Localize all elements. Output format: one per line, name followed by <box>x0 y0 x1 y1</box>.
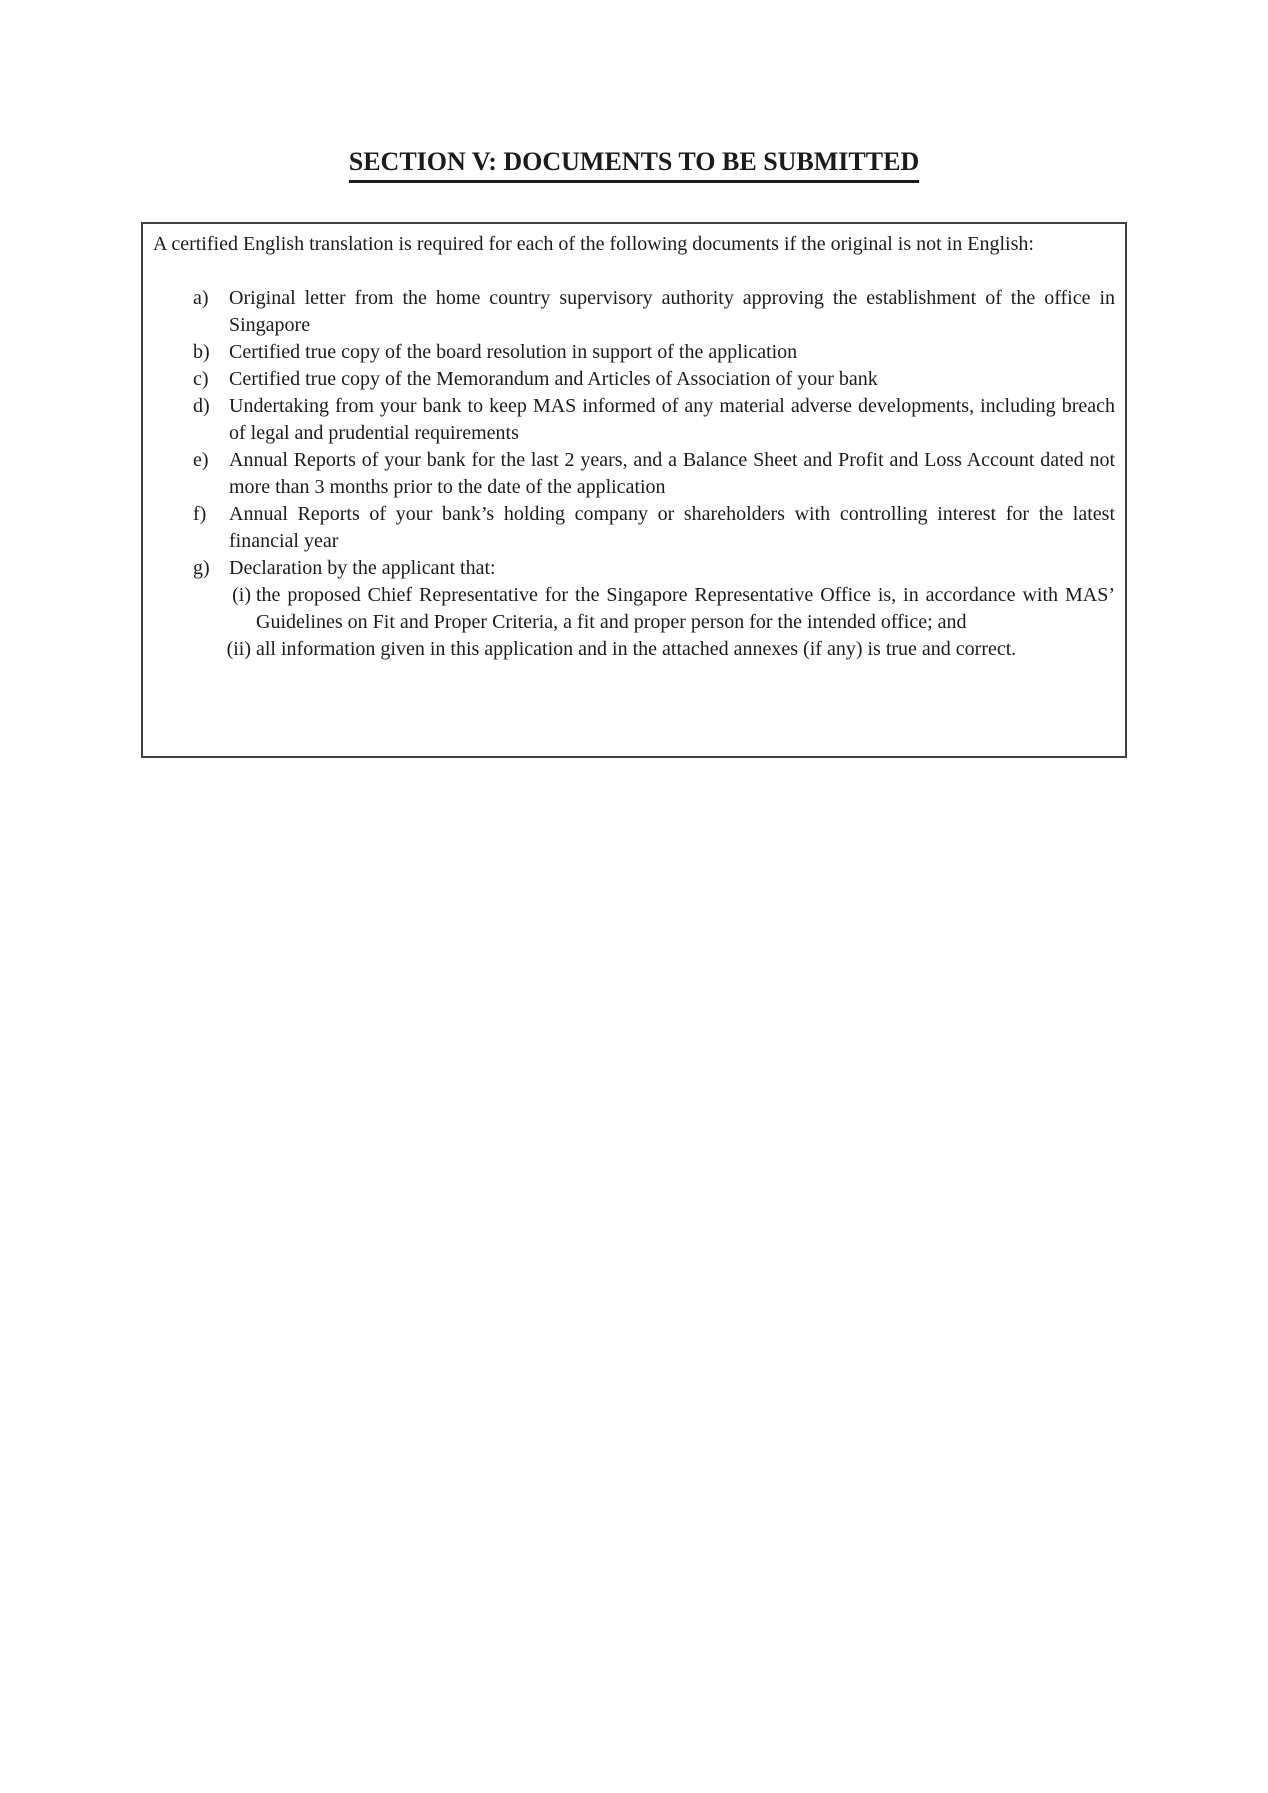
page-title-text: SECTION V: DOCUMENTS TO BE SUBMITTED <box>349 147 919 183</box>
list-item-e <box>153 447 1115 501</box>
intro-paragraph: A certified English translation is required for each of the following documents if the original is not in English: <box>153 232 1034 255</box>
list-item-text: Annual Reports of your bank for the last 2 years, and a Balance Sheet and Profit and Loss Account dated not more than 3 months prior to the date of the application <box>229 448 1115 498</box>
list-item-marker: d) <box>193 394 210 417</box>
sub-list-item-text: the proposed Chief Representative for the Singapore Representative Office is, in accordance with MAS’ Guidelines on Fit and Proper Criteria, a fit and proper person for the intended office; and <box>256 583 1115 633</box>
list-item-marker: a) <box>193 286 209 309</box>
list-item-marker: e) <box>193 448 209 471</box>
list-item-g <box>153 555 1115 582</box>
page-title <box>0 0 1268 183</box>
list-item-text: Undertaking from your bank to keep MAS informed of any material adverse developments, including breach of legal and prudential requirements <box>229 394 1115 444</box>
list-item-marker: b) <box>193 340 210 363</box>
list-item-f <box>153 501 1115 555</box>
sub-list-item-ii <box>153 636 1115 663</box>
sub-list-item-text: all information given in this application and in the attached annexes (if any) is true and correct. <box>256 637 1017 660</box>
list-item-c <box>153 366 1115 393</box>
list-item-text: Certified true copy of the Memorandum and Articles of Association of your bank <box>229 367 878 390</box>
sub-list-item-i <box>153 582 1115 636</box>
documents-list <box>153 285 1115 663</box>
documents-notice-box <box>141 222 1127 758</box>
list-item-text: Certified true copy of the board resolution in support of the application <box>229 340 798 363</box>
list-item-marker: c) <box>193 367 209 390</box>
list-item-a <box>153 285 1115 339</box>
list-item-marker: f) <box>193 502 207 525</box>
list-item-text: Annual Reports of your bank’s holding company or shareholders with controlling interest for the latest financial year <box>229 502 1115 552</box>
list-item-text: Original letter from the home country supervisory authority approving the establishment of the office in Singapore <box>229 286 1115 336</box>
list-item-d <box>153 393 1115 447</box>
list-item-text: Declaration by the applicant that: <box>229 556 496 579</box>
sub-list-item-marker: (ii) <box>226 637 251 660</box>
list-item-b <box>153 339 1115 366</box>
sub-list-item-marker: (i) <box>232 583 251 606</box>
list-item-marker: g) <box>193 556 210 579</box>
